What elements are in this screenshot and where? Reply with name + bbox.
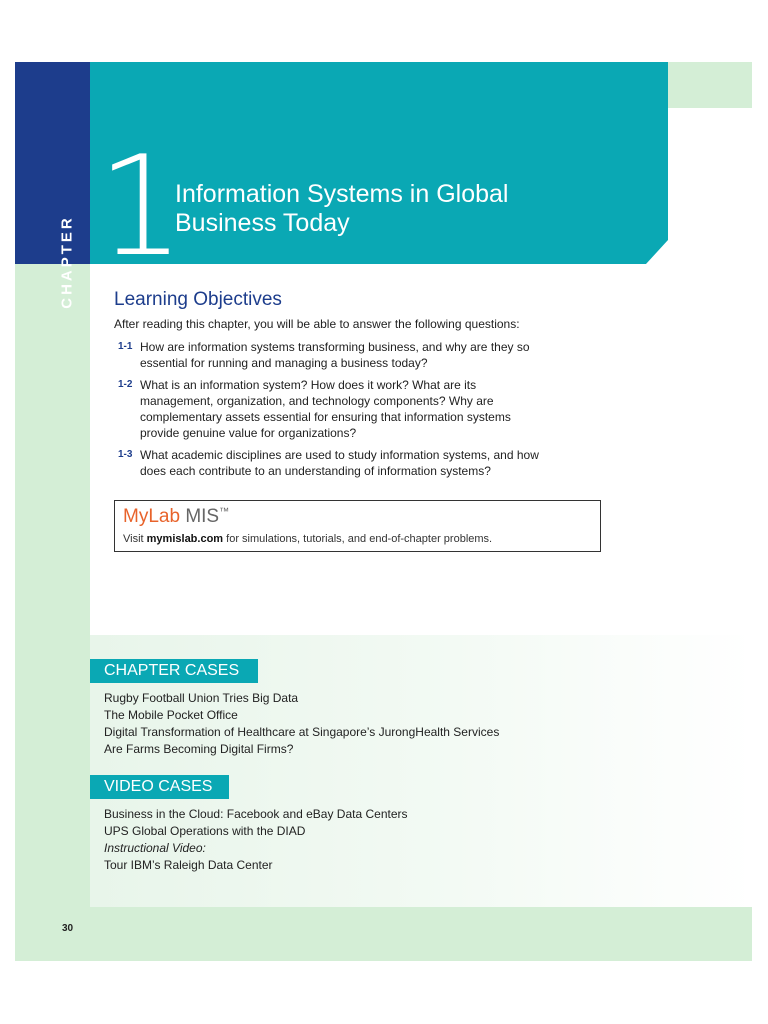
objective-line: does each contribute to an understanding of information systems? [140, 464, 491, 478]
learning-objectives-heading: Learning Objectives [114, 289, 282, 310]
objective-line: What is an information system? How does it work? What are its [140, 378, 477, 392]
objective-item [118, 447, 598, 479]
objective-number: 1-2 [118, 379, 133, 390]
mylab-logo [123, 506, 229, 528]
chapter-title-line: Information Systems in Global [175, 180, 509, 208]
trademark-symbol: ™ [219, 506, 230, 518]
objective-item [118, 339, 598, 371]
objective-line: What academic disciplines are used to study information systems, and how [140, 448, 539, 462]
mylab-brand-part2: MIS [185, 506, 220, 527]
mylab-callout [114, 500, 601, 552]
chapter-title-line: Business Today [175, 209, 350, 237]
case-item: Digital Transformation of Healthcare at Singapore’s JurongHealth Services [104, 725, 500, 739]
case-item: Are Farms Becoming Digital Firms? [104, 742, 294, 756]
objective-line: management, organization, and technology components? Why are [140, 394, 494, 408]
objective-line: complementary assets essential for ensuring that information systems [140, 410, 511, 424]
mylab-site-link[interactable]: mymislab.com [146, 533, 224, 545]
objective-line: How are information systems transforming business, and why are they so [140, 340, 530, 354]
mylab-visit-prefix: Visit [123, 533, 144, 545]
video-item: Tour IBM’s Raleigh Data Center [104, 858, 273, 872]
objective-number: 1-1 [118, 341, 133, 352]
objectives-list [118, 339, 598, 485]
chapter-number: 1 [97, 126, 185, 287]
objective-number: 1-3 [118, 449, 133, 460]
chapter-cases-heading: CHAPTER CASES [90, 659, 258, 683]
page-number: 30 [62, 923, 74, 934]
mylab-description [123, 533, 492, 545]
video-cases-list [104, 806, 408, 874]
objective-line: provide genuine value for organizations? [140, 426, 357, 440]
mylab-visit-suffix: for simulations, tutorials, and end-of-chapter problems. [226, 533, 493, 545]
case-item: The Mobile Pocket Office [104, 708, 238, 722]
chapter-label: CHAPTER [58, 215, 76, 309]
chapter-title [175, 180, 595, 238]
chapter-side-tab [15, 62, 90, 309]
learning-objectives-intro: After reading this chapter, you will be able to answer the following questions: [114, 317, 520, 331]
objective-line: essential for running and managing a business today? [140, 356, 428, 370]
chapter-cases-list [104, 690, 499, 758]
video-item: UPS Global Operations with the DIAD [104, 824, 306, 838]
video-item: Business in the Cloud: Facebook and eBay Data Centers [104, 807, 408, 821]
video-cases-heading: VIDEO CASES [90, 775, 229, 799]
case-item: Rugby Football Union Tries Big Data [104, 691, 299, 705]
objective-item [118, 377, 598, 441]
instructional-video-label: Instructional Video: [104, 841, 206, 855]
mylab-brand-part1: MyLab [123, 506, 181, 527]
